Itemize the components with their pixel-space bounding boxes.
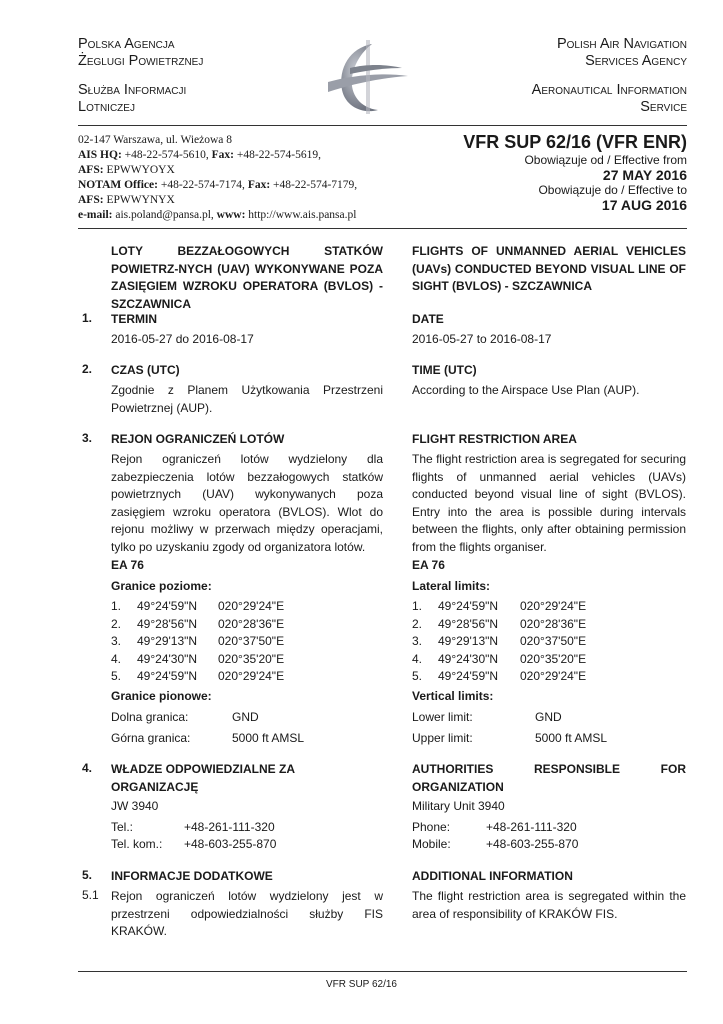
- service-line: Service: [640, 99, 687, 115]
- agency-line: Polska Agencja: [78, 36, 175, 52]
- title-english: FLIGHTS OF UNMANNED AERIAL VEHICLES (UAVs) CONDUCTED BEYOND VISUAL LINE OF SIGHT (BVLOS) - SZCZAWNICA: [412, 244, 686, 293]
- mobile-label-en: Mobile:: [412, 837, 451, 851]
- address-line: 02-147 Warszawa, ul. Wieżowa 8: [78, 134, 233, 146]
- sup-block: [387, 131, 687, 213]
- phone-value-en: +48-261-111-320: [486, 820, 577, 834]
- coordinates-table-en: [412, 599, 586, 687]
- coordinate-row: 1. 49°24'59"N 020°29'24"E: [412, 599, 587, 613]
- section-number: 4.: [82, 761, 93, 775]
- section-heading-en: TIME (UTC): [412, 363, 477, 377]
- time-text-en: According to the Airspace Use Plan (AUP).: [412, 383, 640, 397]
- section-heading-en: FLIGHT RESTRICTION AREA: [412, 432, 577, 446]
- mobile-label-pl: Tel. kom.:: [111, 837, 163, 851]
- agency-name-polish: [78, 36, 328, 116]
- coordinate-row: 2. 49°28'56"N 020°28'36"E: [111, 616, 285, 631]
- effective-from-date: 27 MAY 2016: [602, 167, 687, 183]
- coordinates-table-pl: [111, 599, 284, 687]
- title-polish: LOTY BEZZAŁOGOWYCH STATKÓW POWIETRZ-NYCH (UAV) WYKONYWANE POZA ZASIĘGIEM WZROKU OPERATORA (BVLOS) - SZCZAWNICA: [111, 244, 383, 311]
- effective-from-label: Obowiązuje od / Effective from: [524, 153, 687, 167]
- coordinate-row: 5. 49°24'59"N 020°29'24"E: [412, 669, 587, 683]
- agency-name-english: [427, 36, 687, 116]
- pansa-logo: [320, 38, 410, 116]
- footer-label: VFR SUP 62/16: [326, 979, 397, 990]
- mobile-value-en: +48-603-255-870: [486, 837, 579, 851]
- section-heading-pl: INFORMACJE DODATKOWE: [111, 869, 273, 883]
- date-range-en: 2016-05-27 to 2016-08-17: [412, 332, 552, 346]
- phone-label-pl: Tel.:: [111, 820, 134, 834]
- section-heading-en: AUTHORITIES RESPONSIBLE FOR ORGANIZATION: [412, 762, 686, 794]
- lateral-limits-heading-en: Lateral limits:: [412, 579, 491, 593]
- lower-limit-value-en: GND: [535, 710, 562, 724]
- section-number: 3.: [82, 431, 93, 445]
- subsection-number: 5.1: [82, 888, 99, 902]
- section-heading-pl: TERMIN: [111, 312, 157, 326]
- notam-line: NOTAM Office: +48-22-574-7174, Fax: +48-22-574-7179,: [78, 179, 358, 191]
- contact-rule: [78, 228, 687, 229]
- service-line: Lotniczej: [78, 99, 135, 115]
- ais-hq-line: AIS HQ: +48-22-574-5610, Fax: +48-22-574-5619,: [78, 149, 321, 161]
- vertical-limits-heading-en: Vertical limits:: [412, 689, 494, 703]
- section-number: 5.: [82, 868, 93, 882]
- section-heading-pl: REJON OGRANICZEŃ LOTÓW: [111, 432, 285, 446]
- area-id-pl: EA 76: [111, 558, 144, 572]
- section-heading-pl: CZAS (UTC): [111, 363, 180, 377]
- lower-limit-label-pl: Dolna granica:: [111, 710, 189, 724]
- section-number: 1.: [82, 311, 93, 325]
- effective-to-label: Obowiązuje do / Effective to: [538, 183, 687, 197]
- military-unit-pl: JW 3940: [111, 799, 159, 813]
- coordinate-row: 2. 49°28'56"N 020°28'36"E: [412, 616, 587, 631]
- agency-line: Żeglugi Powietrznej: [78, 53, 204, 69]
- lower-limit-label-en: Lower limit:: [412, 710, 473, 724]
- coordinate-row: 3. 49°29'13"N 020°37'50"E: [111, 634, 285, 648]
- service-line: Służba Informacji: [78, 82, 187, 98]
- agency-line: Services Agency: [585, 53, 687, 69]
- coordinate-row: 4. 49°24'30"N 020°35'20"E: [111, 651, 285, 666]
- upper-limit-value-pl: 5000 ft AMSL: [232, 731, 305, 745]
- military-unit-en: Military Unit 3940: [412, 799, 505, 813]
- footer-rule: [78, 971, 687, 972]
- upper-limit-value-en: 5000 ft AMSL: [535, 731, 608, 745]
- section-number: 2.: [82, 362, 93, 376]
- area-id-en: EA 76: [412, 558, 445, 572]
- service-line: Aeronautical Information: [531, 82, 687, 98]
- time-text-pl: Zgodnie z Planem Użytkowania Przestrzeni Powietrznej (AUP).: [111, 383, 383, 415]
- upper-limit-label-pl: Górna granica:: [111, 731, 191, 745]
- date-range-pl: 2016-05-27 do 2016-08-17: [111, 332, 254, 346]
- lower-limit-value-pl: GND: [232, 710, 259, 724]
- contact-block: [78, 133, 398, 223]
- section-heading-en: ADDITIONAL INFORMATION: [412, 869, 573, 883]
- restriction-text-en: The flight restriction area is segregated for securing flights of unmanned aerial vehicles (UAVs) conducted beyond visual line of sight (BVLOS). Entry into the area is possible during intervals between the flights, only after obtaining permission from the flights organiser.: [412, 452, 686, 554]
- additional-info-en: The flight restriction area is segregated within the area of responsibility of KRAKÓW FIS.: [412, 889, 686, 921]
- sup-title: VFR SUP 62/16 (VFR ENR): [463, 132, 687, 152]
- coordinate-row: 1. 49°24'59"N 020°29'24"E: [111, 599, 285, 613]
- effective-to-date: 17 AUG 2016: [601, 197, 687, 213]
- restriction-text-pl: Rejon ograniczeń lotów wydzielony dla zabezpieczenia lotów bezzałogowych statków powietrznych (UAV) wykonywanych poza zasięgiem wzroku operatora (BVLOS). Wlot do rejonu możliwy w przerwach między operacjami, tylko po uzyskaniu zgody od organizatora lotów.: [111, 452, 383, 554]
- section-heading-pl: WŁADZE ODPOWIEDZIALNE ZA ORGANIZACJĘ: [111, 762, 295, 794]
- lateral-limits-heading-pl: Granice poziome:: [111, 579, 212, 593]
- section-heading-en: DATE: [412, 312, 444, 326]
- phone-value-pl: +48-261-111-320: [184, 820, 275, 834]
- afs-line: AFS: EPWWYNYX: [78, 194, 175, 206]
- agency-line: Polish Air Navigation: [556, 36, 687, 52]
- vertical-limits-heading-pl: Granice pionowe:: [111, 689, 212, 703]
- additional-info-pl: Rejon ograniczeń lotów wydzielony jest w przestrzeni odpowiedzialności służby FIS KRAKÓW.: [111, 889, 383, 938]
- header-rule: [78, 125, 687, 126]
- coordinate-row: 5. 49°24'59"N 020°29'24"E: [111, 669, 285, 683]
- phone-label-en: Phone:: [412, 820, 451, 834]
- coordinate-row: 4. 49°24'30"N 020°35'20"E: [412, 651, 587, 666]
- mobile-value-pl: +48-603-255-870: [184, 837, 277, 851]
- afs-line: AFS: EPWWYOYX: [78, 164, 175, 176]
- coordinate-row: 3. 49°29'13"N 020°37'50"E: [412, 634, 587, 648]
- upper-limit-label-en: Upper limit:: [412, 731, 473, 745]
- email-line: e-mail: ais.poland@pansa.pl, www: http://www.ais.pansa.pl: [78, 209, 357, 221]
